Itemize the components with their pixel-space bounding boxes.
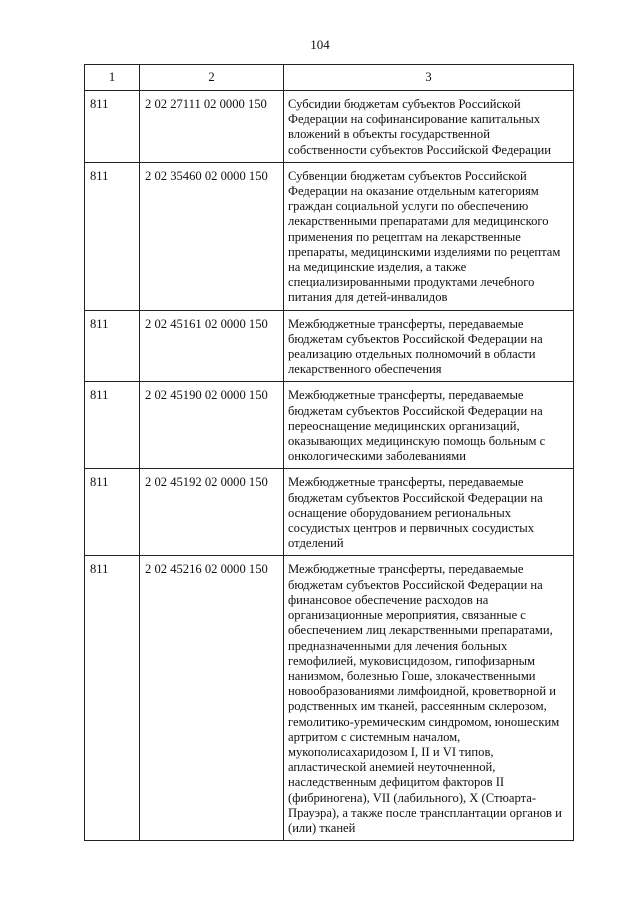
admin-code-cell: 811 [85,310,140,382]
budget-code-cell: 2 02 27111 02 0000 150 [140,91,284,163]
page-number: 104 [310,37,330,52]
table-row [85,162,574,310]
description-cell: Субсидии бюджетам субъектов Российской Федерации на софинансирование капитальных вложений в объекты государственной собственности субъектов Российской Федерации [284,91,574,163]
table-row [85,91,574,163]
admin-code-cell: 811 [85,91,140,163]
description-cell: Субвенции бюджетам субъектов Российской Федерации на оказание отдельным категориям граждан социальной услуги по обеспечению лекарственными препаратами для медицинского применения по рецептам на лекарственные препараты, медицинскими изделиями по рецептам на медицинские изделия, а также специализированными продуктами лечебного питания для детей-инвалидов [284,162,574,310]
column-header-1: 1 [85,65,140,91]
table-row [85,382,574,469]
description-cell: Межбюджетные трансферты, передаваемые бюджетам субъектов Российской Федерации на оснащение оборудованием региональных сосудистых центров и первичных сосудистых отделений [284,469,574,556]
admin-code-cell: 811 [85,382,140,469]
budget-code-cell: 2 02 45216 02 0000 150 [140,556,284,841]
admin-code-cell: 811 [85,162,140,310]
description-cell: Межбюджетные трансферты, передаваемые бюджетам субъектов Российской Федерации на переоснащение медицинских организаций, оказывающих медицинскую помощь больным с онкологическими заболеваниями [284,382,574,469]
column-header-2: 2 [140,65,284,91]
description-cell: Межбюджетные трансферты, передаваемые бюджетам субъектов Российской Федерации на финансовое обеспечение расходов на организационные мероприятия, связанные с обеспечением лиц лекарственными препаратами, предназначенными для лечения больных гемофилией, муковисцидозом, гипофизарным нанизмом, болезнью Гоше, злокачественными новообразованиями лимфоидной, кроветворной и родственных им тканей, рассеянным склерозом, гемолитико-уремическим синдромом, юношеским артритом с системным началом, мукополисахаридозом I, II и VI типов, апластической анемией неуточненной, наследственным дефицитом факторов II (фибриногена), VII (лабильного), X (Стюарта-Прауэра), а также после трансплантации органов и (или) тканей [284,556,574,841]
admin-code-cell: 811 [85,469,140,556]
column-header-3: 3 [284,65,574,91]
table-row [85,469,574,556]
description-cell: Межбюджетные трансферты, передаваемые бюджетам субъектов Российской Федерации на реализацию отдельных полномочий в области лекарственного обеспечения [284,310,574,382]
table-row [85,556,574,841]
table-header-row [85,65,574,91]
budget-code-cell: 2 02 45161 02 0000 150 [140,310,284,382]
budget-code-cell: 2 02 45190 02 0000 150 [140,382,284,469]
budget-code-cell: 2 02 35460 02 0000 150 [140,162,284,310]
table-row [85,310,574,382]
budget-revenue-table [84,64,574,841]
admin-code-cell: 811 [85,556,140,841]
budget-code-cell: 2 02 45192 02 0000 150 [140,469,284,556]
